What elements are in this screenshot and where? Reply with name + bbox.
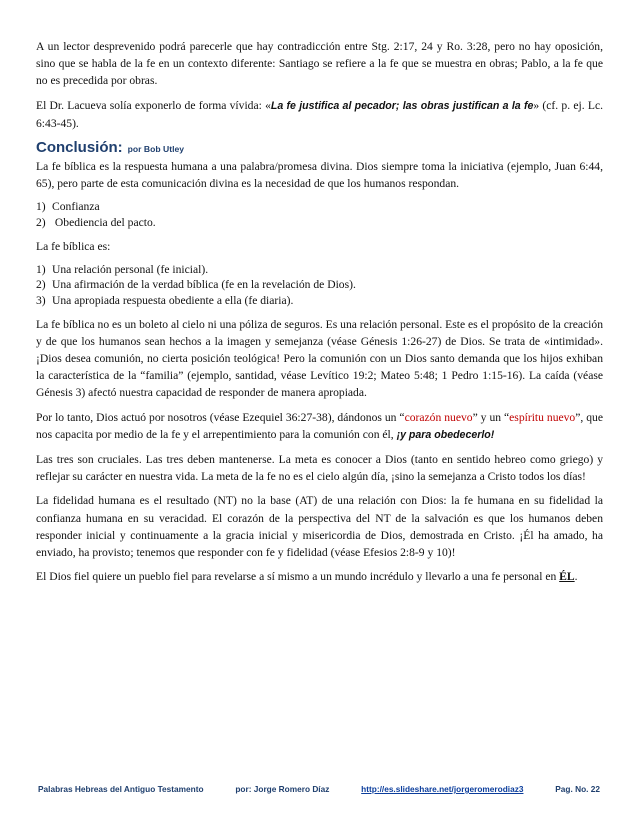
list-text: Una afirmación de la verdad bíblica (fe en la revelación de Dios). xyxy=(52,278,356,292)
paragraph-fe-respuesta: La fe bíblica es la respuesta humana a una palabra/promesa divina. Dios siempre toma la iniciativa (ejemplo, Juan 6:44, 65), pero parte de esta comunicación divina es la necesidad de que los humanos respondan. xyxy=(36,160,603,191)
footer-page-number: Pag. No. 22 xyxy=(555,784,600,794)
text-segment: ” y un “ xyxy=(472,410,510,424)
list-text: Confianza xyxy=(52,200,100,214)
list-number: 3) xyxy=(36,294,46,307)
text-segment: Por lo tanto, Dios actuó por nosotros (véase Ezequiel 36:27-38), dándonos un “ xyxy=(36,410,405,424)
footer-author: por: Jorge Romero Díaz xyxy=(235,784,330,794)
list-text: Una apropiada respuesta obediente a ella (fe diaria). xyxy=(52,294,294,307)
list-number: 1) xyxy=(36,262,46,276)
espiritu-nuevo-text: espíritu nuevo xyxy=(509,410,576,424)
list-number: 2) xyxy=(36,216,46,230)
paragraph-tres-cruciales: Las tres son cruciales. Las tres deben mantenerse. La meta es conocer a Dios (tanto en sentido hebreo como griego) y reflejar su carácter en nuestra vida. La meta de la fe no es el cielo algún día, ¡sino la semejanza a Cristo todos los días! xyxy=(36,453,603,484)
el-emphasis: ÉL xyxy=(559,570,575,584)
paragraph-fe-biblica-es: La fe bíblica es: xyxy=(36,239,111,253)
heading-title: Conclusión: xyxy=(36,139,123,157)
paragraph-relacion-personal: La fe bíblica no es un boleto al cielo ni una póliza de seguros. Es una relación personal. Este es el propósito de la creación y de que los humanos sean hechos a la imagen y semejanza (véase Génesis 1:26-27) de Dios. Se trata de «intimidad». ¡Dios desea comunión, no cierta posición teológica! Pero la comunión con un Dios santo demanda que los hijos exhiban la característica de la “familia” (ejemplo, santidad, véase Levítico 19:2; Mateo 5:48; 1 Pedro 1:15-16). La caída (véase Génesis 3) afectó nuestra capacidad de responder de manera apropiada. xyxy=(36,317,603,400)
list-item xyxy=(36,215,603,231)
heading-author: por Bob Utley xyxy=(127,144,185,155)
list-number: 1) xyxy=(36,200,46,214)
paragraph-fidelidad-humana: La fidelidad humana es el resultado (NT) no la base (AT) de una relación con Dios: la fe humana en su fidelidad la confianza humana en su veracidad. El corazón de la perspectiva del NT de la salvación es que los humanos deben responder inicial y continuamente a la gracia inicial y misericordia de Dios, demostrada en Cristo. ¡Él ha amado, ha enviado, ha provisto; tenemos que responder con fe y fidelidad (véase Efesios 2:8-9 y 10)! xyxy=(36,494,603,560)
corazon-nuevo-text: corazón nuevo xyxy=(404,410,473,424)
response-list xyxy=(36,199,603,230)
obedecerlo-emphasis: ¡y para obedecerlo! xyxy=(396,428,495,441)
list-item xyxy=(36,262,603,278)
text-segment: . xyxy=(574,570,578,584)
faith-definition-list xyxy=(36,262,603,309)
list-item xyxy=(36,277,603,293)
page-content xyxy=(36,38,603,592)
list-text: Una relación personal (fe inicial). xyxy=(52,262,209,276)
list-text: Obediencia del pacto. xyxy=(52,216,156,230)
list-number: 2) xyxy=(36,278,46,292)
text-segment: ”, que nos capacita por medio de la fe y el arrepentimiento para la comunión con él, xyxy=(36,410,603,441)
text-segment: El Dios fiel quiere un pueblo fiel para revelarse a sí mismo a un mundo incrédulo y llevarlo a una fe personal en xyxy=(36,570,560,584)
paragraph-lacueva xyxy=(36,97,603,132)
text-segment: » (cf. p. ej. Lc. 6:43-45). xyxy=(36,98,603,130)
conclusion-heading xyxy=(36,139,603,158)
text-segment: El Dr. Lacueva solía exponerlo de forma vívida: « xyxy=(36,98,271,112)
paragraph-contradiccion: A un lector desprevenido podrá parecerle que hay contradicción entre Stg. 2:17, 24 y Ro. 3:28, pero no hay oposición, sino que se habla de la fe en un contexto diferente: Santiago se refiere a la fe que se muestra en obras; Pablo, a la fe que no es precedida por obras. xyxy=(36,40,603,88)
list-item xyxy=(36,199,603,215)
page-footer xyxy=(38,784,600,794)
lacueva-quote: La fe justifica al pecador; las obras justifican a la fe xyxy=(270,99,534,112)
paragraph-corazon-nuevo xyxy=(36,409,603,444)
list-item xyxy=(36,293,603,309)
paragraph-dios-fiel xyxy=(36,568,603,585)
footer-link[interactable]: http://es.slideshare.net/jorgeromerodiaz3 xyxy=(361,784,524,794)
footer-book-title: Palabras Hebreas del Antiguo Testamento xyxy=(38,784,204,794)
